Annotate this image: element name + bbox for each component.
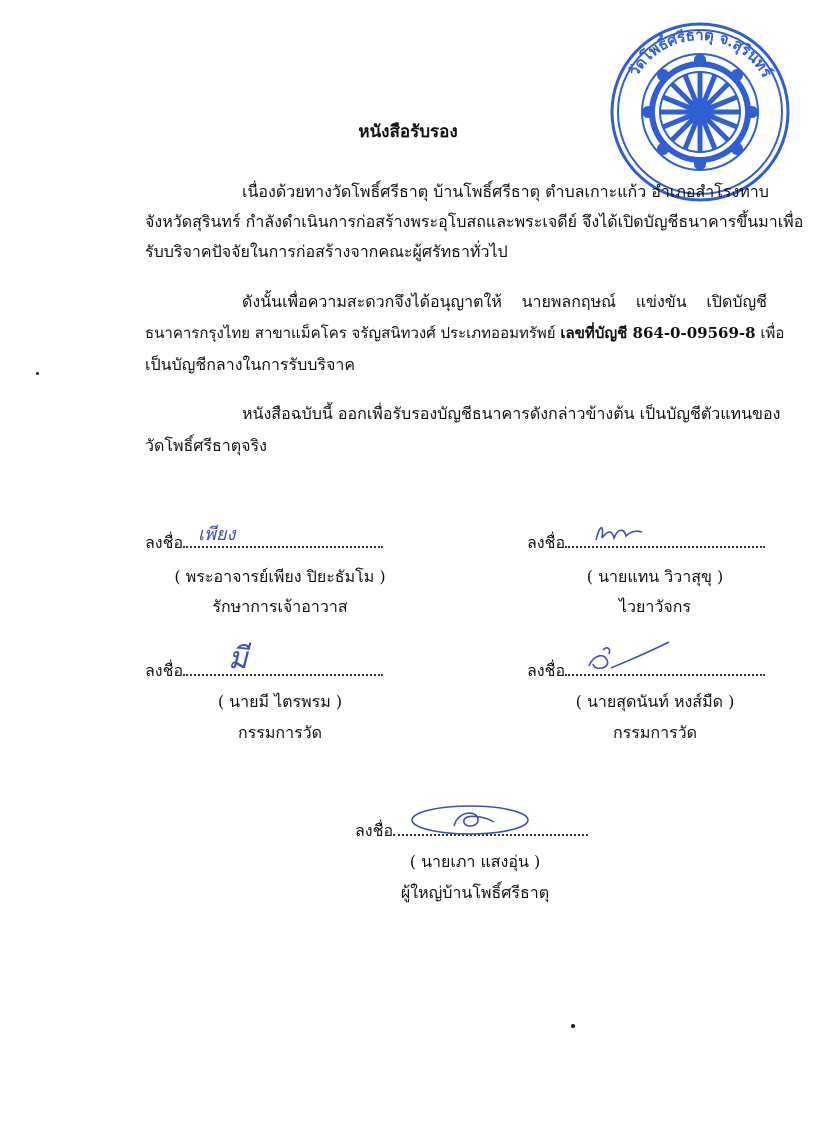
- signatory-3-role: กรรมการวัด: [237, 723, 323, 742]
- signatory-1-role: รักษาการเจ้าอาวาส: [212, 597, 348, 616]
- signature-4: [585, 636, 675, 680]
- scan-speck: [36, 372, 39, 375]
- signature-2: [590, 520, 650, 546]
- paragraph2-line2: [145, 323, 785, 343]
- sign-label: ลงชื่อ: [145, 661, 184, 680]
- sign-label: ลงชื่อ: [355, 821, 394, 840]
- stamp-ring-text: วัดโพธิ์ศรีธาตุ จ.สุรินทร์: [624, 25, 776, 81]
- paragraph1-line2: จังหวัดสุรินทร์ กำลังดำเนินการก่อสร้างพระอุโบสถและพระเจดีย์ จึงได้เปิดบัญชีธนาคารขึ้นมาเพื่อ: [145, 212, 804, 231]
- sign-label: ลงชื่อ: [145, 533, 184, 552]
- signatory-3-name: ( นายมี ไตรพรม ): [217, 692, 343, 711]
- signature-1: [196, 520, 256, 548]
- signature-line-1: [145, 532, 383, 553]
- signatory-1-name: ( พระอาจารย์เพียง ปิยะธัมโม ): [174, 567, 386, 586]
- paragraph3-line2: วัดโพธิ์ศรีธาตุจริง: [145, 436, 267, 455]
- temple-stamp: [608, 20, 792, 204]
- paragraph1-line3: รับบริจาคปัจจัยในการก่อสร้างจากคณะผู้ศรัทธาทั่วไป: [145, 242, 508, 261]
- signatory-4-name: ( นายสุดนันท์ หงส์มืด ): [575, 692, 735, 711]
- dharma-wheel-icon: [642, 54, 758, 170]
- signatory-2-name: ( นายแทน วิวาสุขุ ): [586, 567, 724, 586]
- sign-label: ลงชื่อ: [527, 533, 566, 552]
- paragraph2-line2-text: ธนาคารกรุงไทย สาขาแม็คโคร จรัญสนิทวงศ์ ประเภทออมทรัพย์: [145, 324, 561, 342]
- signatory-2-role: ไวยาวัจกร: [618, 597, 692, 616]
- scan-speck: [571, 1024, 575, 1028]
- signature-5: [404, 800, 534, 840]
- document-title: หนังสือรับรอง: [358, 122, 458, 142]
- signatory-5-role: ผู้ใหญ่บ้านโพธิ์ศรีธาตุ: [400, 883, 550, 902]
- signature-3: [224, 630, 274, 676]
- paragraph1-line1: เนื่องด้วยทางวัดโพธิ์ศรีธาตุ บ้านโพธิ์ศรีธาตุ ตำบลเกาะแก้ว อำเภอสำโรงทาบ: [242, 182, 769, 201]
- signatory-4-role: กรรมการวัด: [612, 723, 698, 742]
- sign-label: ลงชื่อ: [527, 661, 566, 680]
- signatory-5-name: ( นายเภา แสงอุ่น ): [409, 852, 541, 871]
- svg-text:เพียง: เพียง: [198, 524, 236, 545]
- paragraph3-line1: หนังสือฉบับนี้ ออกเพื่อรับรองบัญชีธนาคารดังกล่าวข้างต้น เป็นบัญชีตัวแทนของ: [242, 404, 781, 423]
- paragraph2-line3: เป็นบัญชีกลางในการรับบริจาค: [145, 355, 356, 374]
- account-number: เลขที่บัญชี 864-0-09569-8: [560, 324, 756, 342]
- svg-text:มี: มี: [228, 641, 248, 676]
- paragraph2-line1: ดังนั้นเพื่อความสะดวกจึงได้อนุญาตให้ นายพลกฤษณ์ แข่งขัน เปิดบัญชี: [242, 292, 767, 311]
- paragraph2-line2-end: เพื่อ: [755, 324, 785, 342]
